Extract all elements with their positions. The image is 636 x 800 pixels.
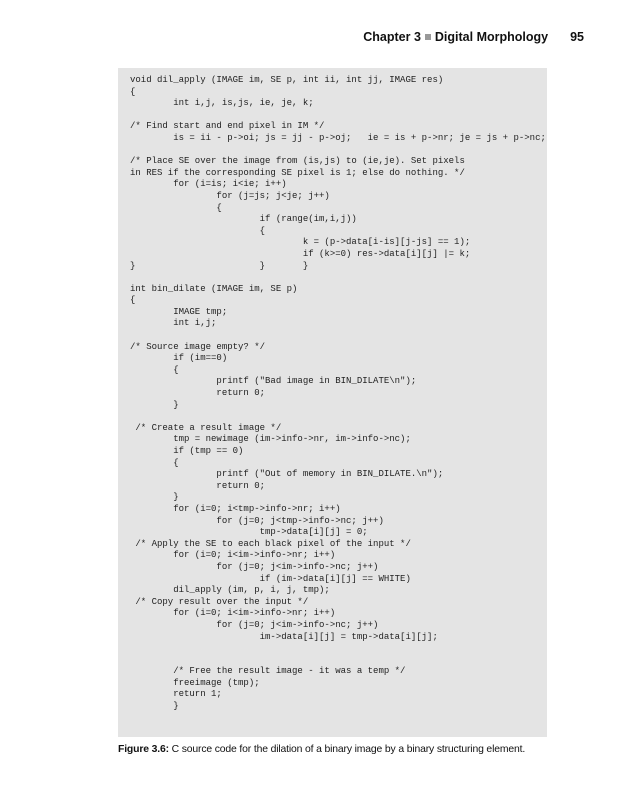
code-line: { [130,457,179,468]
code-line: dil_apply (im, p, i, j, tmp); [130,585,330,596]
code-line: /* Place SE over the image from (is,js) to (ie,je). Set pixels [130,156,465,167]
code-line: for (j=0; j<im->info->nc; j++) [130,561,379,572]
code-line: /* Find start and end pixel in IM */ [130,121,325,132]
code-line: tmp = newimage (im->info->nr, im->info->nc); [130,434,411,445]
code-line: im->data[i][j] = tmp->data[i][j]; [130,631,438,642]
code-line: { [130,364,179,375]
code-line: for (i=0; i<im->info->nr; i++) [130,550,336,561]
code-line: int i,j; [130,318,217,329]
code-line: return 1; [130,689,222,700]
code-line: } } } [130,260,309,271]
code-line: for (j=0; j<im->info->nc; j++) [130,619,379,630]
page-number: 95 [570,30,584,44]
code-line: return 0; [130,480,266,491]
code-line: } [130,492,179,503]
code-line: for (i=is; i<ie; i++) [130,179,287,190]
code-line: int bin_dilate (IMAGE im, SE p) [130,283,298,294]
section-title: Digital Morphology [434,30,549,44]
code-line: if (tmp == 0) [130,446,244,456]
running-header [363,30,584,44]
code-line: /* Create a result image */ [130,422,282,433]
code-line: for (i=0; i<tmp->info->nr; i++) [130,503,341,514]
code-line: if (range(im,i,j)) [130,214,357,225]
code-line: /* Free the result image - it was a temp */ [130,666,406,677]
code-line: int i,j, is,js, ie, je, k; [130,98,314,109]
caption-text: C source code for the dilation of a binary image by a binary structuring element. [168,744,526,755]
code-line: for (i=0; i<im->info->nr; i++) [130,608,336,619]
code-line: /* Apply the SE to each black pixel of the input */ [130,538,411,549]
code-line: { [130,202,222,213]
code-line: in RES if the corresponding SE pixel is 1; else do nothing. */ [130,167,465,178]
code-line: IMAGE tmp; [130,306,228,317]
code-line: for (j=0; j<tmp->info->nc; j++) [130,515,384,526]
code-line: { [130,225,266,236]
code-line: return 0; [130,388,266,399]
code-line: printf ("Out of memory in BIN_DILATE.\n"); [130,469,444,480]
code-line: k = (p->data[i-is][j-js] == 1); [130,237,471,248]
code-line: if (k>=0) res->data[i][j] |= k; [130,248,471,259]
code-line: printf ("Bad image in BIN_DILATE\n"); [130,376,417,387]
code-line: { [130,295,136,306]
chapter-label: Chapter 3 [363,30,421,44]
code-line: is = ii - p->oi; js = jj - p->oj; ie = is + p->nr; je = js + p->nc; [130,132,546,143]
code-line: void dil_apply (IMAGE im, SE p, int ii, int jj, IMAGE res) [130,75,444,85]
code-line: freeimage (tmp); [130,677,260,688]
code-line: if (im==0) [130,353,228,364]
code-line: { [130,86,136,97]
code-line: for (j=js; j<je; j++) [130,190,330,201]
figure-label: Figure 3.6: [118,744,169,755]
code-line: } [130,701,179,712]
figure-caption [118,744,525,755]
code-line: /* Source image empty? */ [130,341,266,352]
code-line: tmp->data[i][j] = 0; [130,527,368,538]
separator-square-icon [425,34,431,40]
code-line: } [130,399,179,410]
code-listing [130,75,546,713]
code-line: if (im->data[i][j] == WHITE) [130,573,411,584]
code-line: /* Copy result over the input */ [130,596,309,607]
code-listing-box [118,68,547,737]
